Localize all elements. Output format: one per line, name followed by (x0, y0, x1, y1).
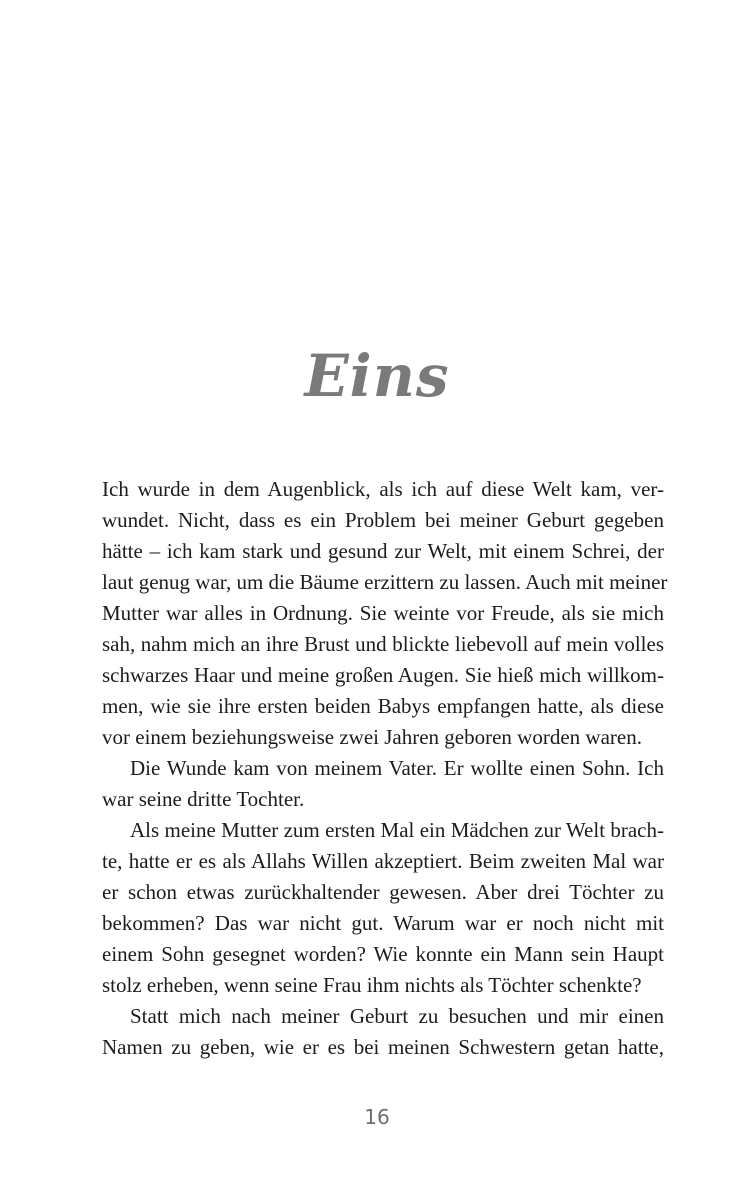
text-line: Namen zu geben, wie er es bei meinen Schwestern getan hatte, (102, 1035, 664, 1059)
text-line: einem Sohn gesegnet worden? Wie konnte ein Mann sein Haupt (102, 942, 664, 966)
text-line: Ich wurde in dem Augenblick, als ich auf diese Welt kam, ver- (102, 477, 664, 501)
text-line: Statt mich nach meiner Geburt zu besuchen und mir einen (130, 1004, 664, 1028)
text-line: schwarzes Haar und meine großen Augen. Sie hieß mich willkom- (102, 663, 664, 687)
text-line: hätte – ich kam stark und gesund zur Welt, mit einem Schrei, der (102, 539, 664, 563)
text-line: vor einem beziehungsweise zwei Jahren geboren worden waren. (102, 725, 642, 749)
text-line: er schon etwas zurückhaltender gewesen. Aber drei Töchter zu (102, 880, 664, 904)
text-line: Die Wunde kam von meinem Vater. Er wollte einen Sohn. Ich (130, 756, 664, 780)
text-line: te, hatte er es als Allahs Willen akzeptiert. Beim zweiten Mal war (102, 849, 664, 873)
page-number: 16 (364, 1105, 390, 1129)
text-line: sah, nahm mich an ihre Brust und blickte liebevoll auf mein volles (102, 632, 664, 656)
text-line: bekommen? Das war nicht gut. Warum war er noch nicht mit (102, 911, 664, 935)
chapter-title: Eins (304, 342, 450, 410)
text-line: Als meine Mutter zum ersten Mal ein Mädchen zur Welt brach- (130, 818, 664, 842)
text-line: Mutter war alles in Ordnung. Sie weinte vor Freude, als sie mich (102, 601, 664, 625)
text-line: laut genug war, um die Bäume erzittern zu lassen. Auch mit meiner (102, 570, 668, 594)
text-line: stolz erheben, wenn seine Frau ihm nichts als Töchter schenkte? (102, 973, 642, 997)
text-line: men, wie sie ihre ersten beiden Babys empfangen hatte, als diese (102, 694, 664, 718)
body-text (102, 474, 668, 1063)
text-line: war seine dritte Tochter. (102, 787, 305, 811)
text-line: wundet. Nicht, dass es ein Problem bei meiner Geburt gegeben (102, 508, 664, 532)
